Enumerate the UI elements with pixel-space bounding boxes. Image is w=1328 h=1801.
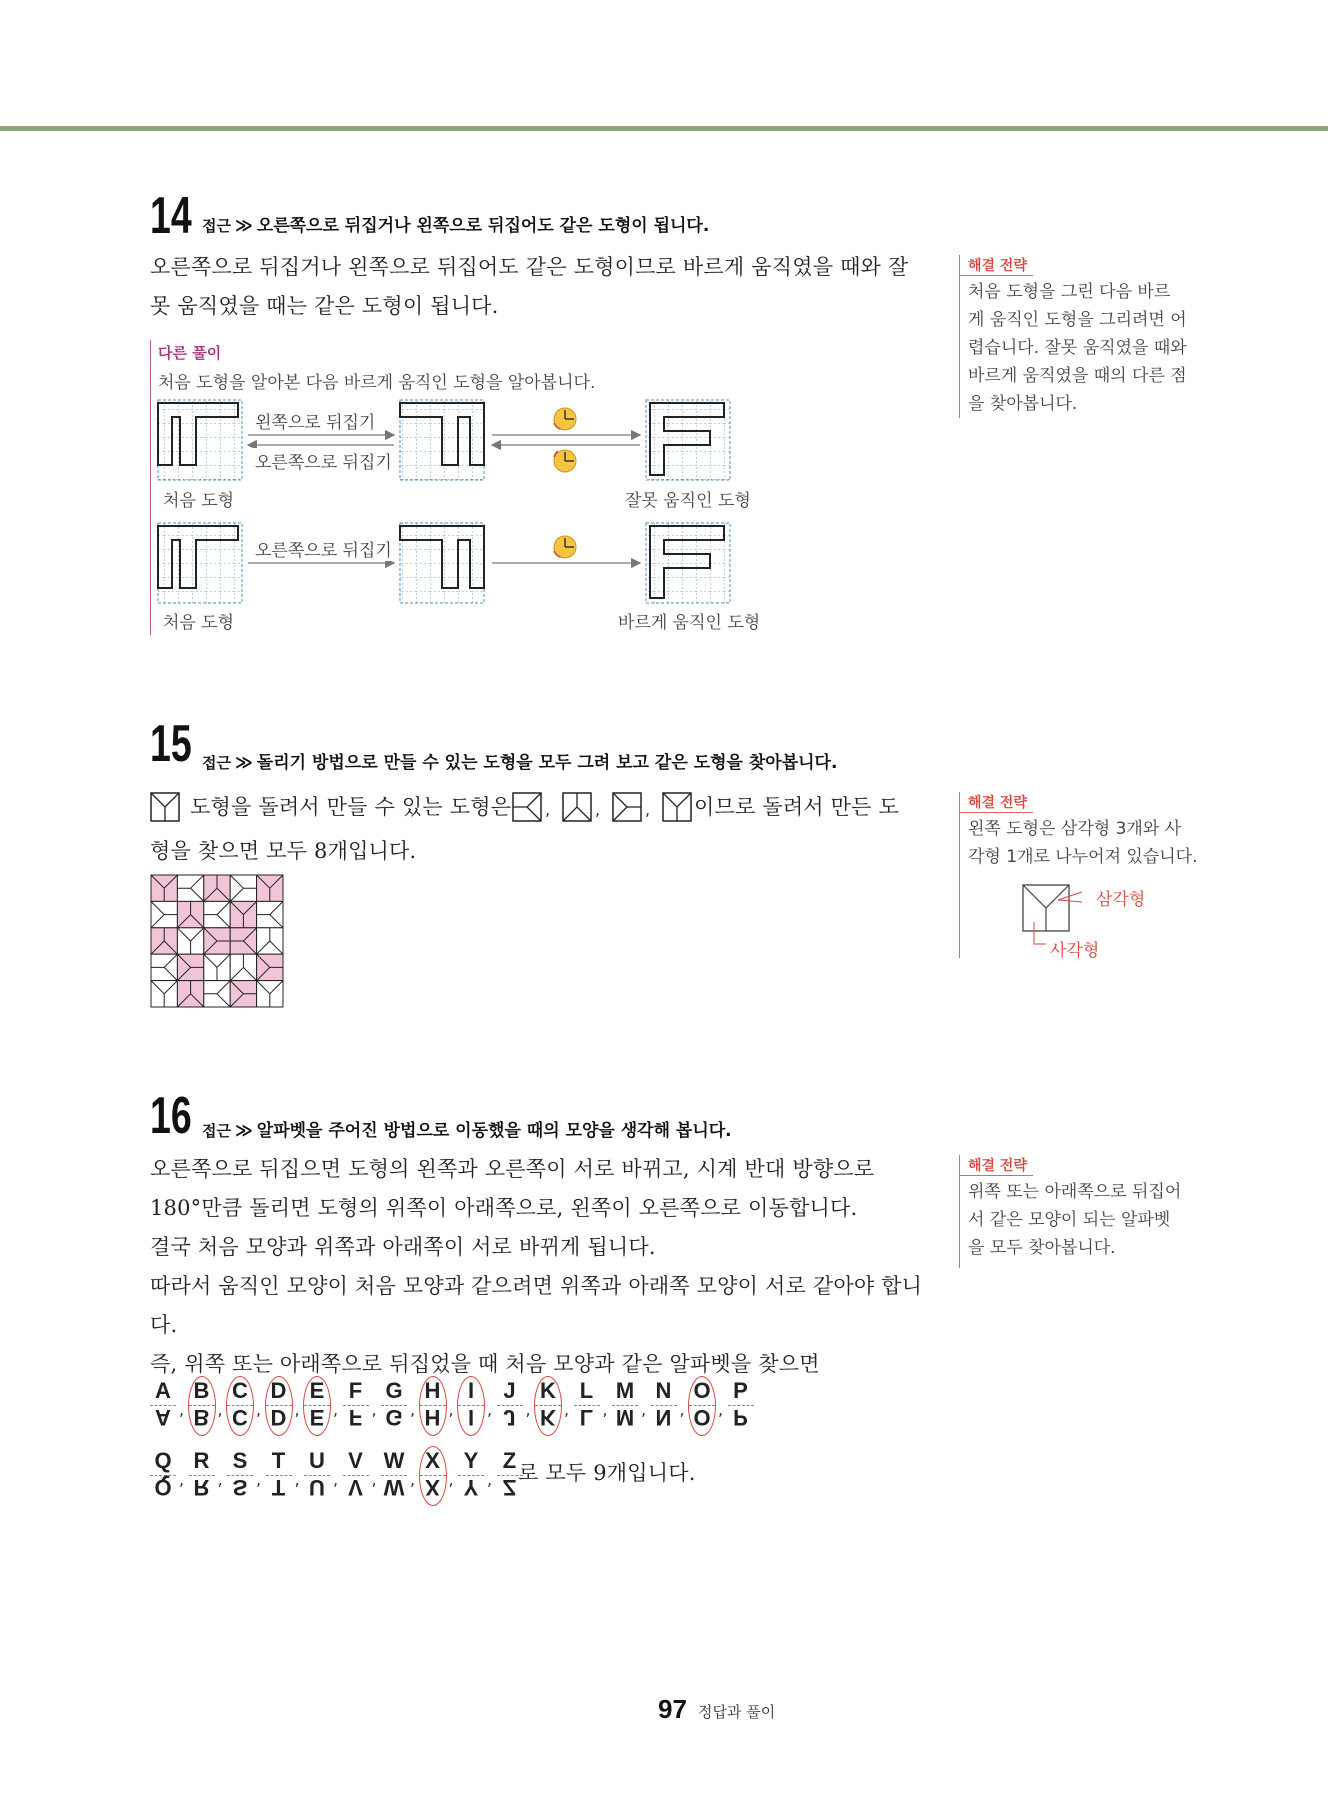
approach-text: 돌리기 방법으로 만들 수 있는 도형을 모두 그려 보고 같은 도형을 찾아봅니다. [256,753,838,773]
explanation-line: 따라서 움직인 모양이 처음 모양과 같으려면 위쪽과 아래쪽 모양이 서로 같아야 합니 [150,1274,923,1298]
alphabet-letter-m: M M [608,1378,642,1434]
alphabet-letter-j: J J [493,1378,527,1434]
explanation-line: 도형을 돌려서 만들 수 있는 도형은 [190,795,512,819]
problem-15-number: 15 [150,715,192,773]
explanation-line: 이므로 돌려서 만든 도 [694,795,899,819]
comma: , [448,1470,454,1489]
approach-label: 접근 [202,754,231,772]
problem-15-line1a [190,788,511,827]
alphabet-letter-x: X X [416,1448,450,1504]
comma: , [545,800,551,819]
alphabet-letter-i: I I [454,1378,488,1434]
approach-text: 오른쪽으로 뒤집거나 왼쪽으로 뒤집어도 같은 도형이 됩니다. [256,216,710,236]
flip-right-label: 오른쪽으로 뒤집기 [253,448,394,473]
flip-right-label: 오른쪽으로 뒤집기 [253,536,394,561]
strategy-text [968,1178,1218,1262]
approach-label: 접근 [202,217,231,235]
alphabet-letter-a: A A [146,1378,180,1434]
caption-right-shape: 바르게 움직인 도형 [618,613,761,633]
label-square: 사각형 [1050,941,1100,961]
caption-first-shape: 처음 도형 [163,613,235,633]
explanation-line: 형을 찾으면 모두 8개입니다. [150,839,417,863]
top-rule [0,126,1328,131]
tile-pattern-grid [150,874,284,1008]
problem-14-approach [202,211,709,236]
problem-14-strategy [959,255,1218,418]
alphabet-letter-f: F F [339,1378,373,1434]
approach-label: 접근 [202,1122,231,1140]
comma: , [718,1400,724,1419]
alphabet-letter-r: R R [185,1448,219,1504]
caption-first-shape: 처음 도형 [163,491,235,511]
comma: , [602,1400,608,1419]
strategy-title: 해결 전략 [959,1155,1033,1176]
alphabet-letter-k: K K [531,1378,565,1434]
alphabet-letter-q: Q Q [146,1448,180,1504]
comma: , [487,1400,493,1419]
approach-arrow-icon: ≫ [234,1121,253,1141]
alphabet-letter-c: C C [223,1378,257,1434]
comma: , [333,1400,339,1419]
problem-16-ending [518,1454,696,1493]
flipped-shape-grid [400,523,484,603]
tile-shape-icon [662,792,692,822]
footer-label: 정답과 풀이 [698,1703,776,1721]
alphabet-letter-h: H H [416,1378,450,1434]
comma: , [525,1400,531,1419]
comma: , [256,1400,262,1419]
page-number: 97 [658,1694,687,1724]
tile-shape-icon [150,792,180,822]
alphabet-letter-p: P P [724,1378,758,1434]
strategy-title: 해결 전략 [959,792,1033,813]
strategy-line: 렵습니다. 잘못 움직였을 때와 [968,338,1187,358]
explanation-line: 즉, 위쪽 또는 아래쪽으로 뒤집었을 때 처음 모양과 같은 알파벳을 찾으면 [150,1352,820,1376]
comma: , [595,800,601,819]
comma: , [179,1400,185,1419]
alphabet-letter-o: O O [685,1378,719,1434]
alphabet-letter-e: E E [300,1378,334,1434]
strategy-line: 을 모두 찾아봅니다. [968,1238,1116,1258]
alphabet-letter-y: Y Y [454,1448,488,1504]
alt-solution-title: 다른 풀이 [158,344,222,362]
strategy-text [968,278,1218,418]
comma: , [564,1400,570,1419]
alphabet-letter-w: W W [377,1448,411,1504]
problem-16-number: 16 [150,1087,192,1145]
problem-16-explanation [150,1150,922,1384]
alphabet-letter-d: D D [262,1378,296,1434]
alphabet-letter-s: S S [223,1448,257,1504]
comma: , [645,800,651,819]
comma: , [448,1400,454,1419]
strategy-line: 게 움직인 도형을 그리려면 어 [968,310,1187,330]
comma: , [371,1470,377,1489]
strategy-line: 위쪽 또는 아래쪽으로 뒤집어 [968,1182,1182,1202]
tile-rotated-180-icon [562,792,592,822]
alphabet-letter-g: G G [377,1378,411,1434]
strategy-line: 서 같은 모양이 되는 알파벳 [968,1210,1171,1230]
clock-rotate-icon [554,408,576,430]
explanation-line: 로 모두 9개입니다. [518,1461,696,1485]
comma: , [179,1470,185,1489]
problem-15-line1b [694,788,899,827]
alt-solution-desc: 처음 도형을 알아본 다음 바르게 움직인 도형을 알아봅니다. [158,373,596,393]
explanation-line: 180°만큼 돌리면 도형의 위쪽이 아래쪽으로, 왼쪽이 오른쪽으로 이동합니다. [150,1196,858,1220]
flip-diagram [150,395,770,635]
strategy-title: 해결 전략 [959,255,1033,276]
first-shape-grid [158,400,242,480]
strategy-line: 왼쪽 도형은 삼각형 3개와 사 [968,819,1182,839]
strategy-text [968,815,1218,871]
alphabet-letter-t: T T [262,1448,296,1504]
problem-14-explanation [150,248,908,326]
caption-wrong-shape: 잘못 움직인 도형 [625,491,751,511]
alphabet-letter-z: Z Z [493,1448,527,1504]
problem-16-strategy [959,1155,1218,1268]
comma: , [410,1470,416,1489]
comma: , [294,1400,300,1419]
clock-rotate-icon [554,536,576,558]
problem-15-line2 [150,832,416,871]
alphabet-letter-l: L L [570,1378,604,1434]
alphabet-letter-v: V V [339,1448,373,1504]
tile-rotated-90-icon [512,792,542,822]
comma: , [217,1400,223,1419]
comma: , [256,1470,262,1489]
problem-14-number: 14 [150,187,192,245]
comma: , [641,1400,647,1419]
explanation-line: 못 움직였을 때는 같은 도형이 됩니다. [150,294,499,318]
explanation-line: 결국 처음 모양과 위쪽과 아래쪽이 서로 바뀌게 됩니다. [150,1235,656,1259]
alphabet-letter-u: U U [300,1448,334,1504]
flip-left-label: 왼쪽으로 뒤집기 [253,408,377,433]
clock-rotate-icon [554,450,576,472]
explanation-line: 다. [150,1313,178,1337]
comma: , [333,1470,339,1489]
flipped-shape-grid [400,400,484,480]
comma: , [217,1470,223,1489]
strategy-line: 처음 도형을 그린 다음 바르 [968,282,1171,302]
comma: , [294,1470,300,1489]
alphabet-letter-b: B B [185,1378,219,1434]
first-shape-grid [158,523,242,603]
comma: , [679,1400,685,1419]
problem-15-approach [202,748,837,773]
comma: , [410,1400,416,1419]
tile-rotated-270-icon [612,792,642,822]
approach-arrow-icon: ≫ [234,753,253,773]
approach-text: 알파벳을 주어진 방법으로 이동했을 때의 모양을 생각해 봅니다. [256,1121,732,1141]
wrong-shape-grid [646,400,730,480]
strategy-line: 각형 1개로 나누어져 있습니다. [968,847,1198,867]
alphabet-letter-n: N N [647,1378,681,1434]
strategy-line: 을 찾아봅니다. [968,394,1078,414]
strategy-line: 바르게 움직였을 때의 다른 점 [968,366,1187,386]
right-shape-grid [646,523,730,603]
label-triangle: 삼각형 [1096,890,1146,910]
comma: , [371,1400,377,1419]
approach-arrow-icon: ≫ [234,216,253,236]
explanation-line: 오른쪽으로 뒤집거나 왼쪽으로 뒤집어도 같은 도형이므로 바르게 움직였을 때와 잘 [150,255,909,279]
problem-16-approach [202,1116,732,1141]
explanation-line: 오른쪽으로 뒤집으면 도형의 왼쪽과 오른쪽이 서로 바뀌고, 시계 반대 방향으로 [150,1157,875,1181]
comma: , [487,1470,493,1489]
